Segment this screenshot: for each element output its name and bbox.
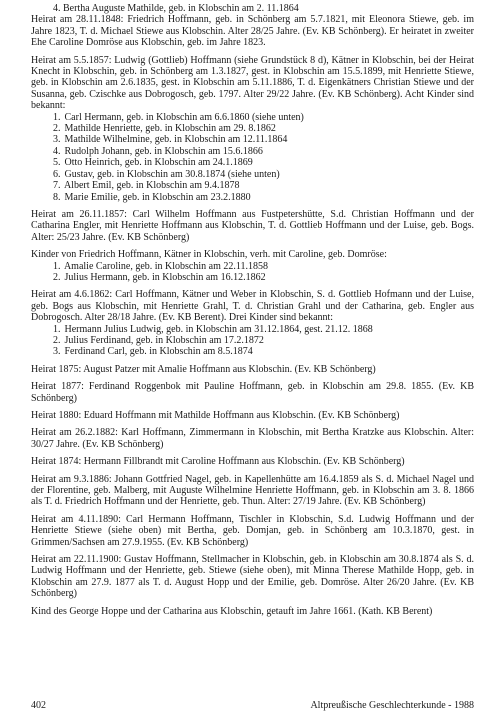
children-list — [31, 261, 474, 284]
child-item: 5. Otto Heinrich, geb. in Klobschin am 24.1.1869 — [53, 157, 253, 169]
entry-paragraph: Heirat am 22.11.1900: Gustav Hoffmann, Stellmacher in Klobschin, geb. in Klobschin am 30.8.1874 als S. d. Ludwig Hoffmann und der Henriette, geb. Stiewe (siehe oben), mit Minna Therese Mathilde Hopp, geb. in Klobschin am 27.9. 1877 als T. d. August Hopp und der Emilie, geb. Domröse. Alter 26/20 Jahre. (Ev. KB Schönberg) — [31, 554, 474, 600]
entry-paragraph: Kinder von Friedrich Hoffmann, Kätner in Klobschin, verh. mit Caroline, geb. Domröse: — [31, 249, 387, 261]
entry-paragraph: Heirat am 26.11.1857: Carl Wilhelm Hoffmann aus Fustpetershütte, S.d. Christian Hoffmann und der Catharina Engler, mit Henriette Hoffmann aus Klobschin, T. d. Gottlieb Hoffmann und der Luise, geb. Bogs. Alter: 25/23 Jahre. (Ev. KB Schönberg) — [31, 208, 474, 243]
child-item: 7. Albert Emil, geb. in Klobschin am 9.4.1878 — [53, 180, 240, 192]
entry-paragraph: Heirat am 4.11.1890: Carl Hermann Hoffmann, Tischler in Klobschin, S.d. Ludwig Hoffmann und der Henriette Stiewe (siehe oben) mit Bertha, geb. Domjan, geb. in Schönberg am 10.3.1870, gest. in Grimmen/Sachsen am 27.9.1955. (Ev. KB Schönberg) — [31, 513, 474, 548]
child-item: 1. Hermann Julius Ludwig, geb. in Klobschin am 31.12.1864, gest. 21.12. 1868 — [53, 323, 373, 335]
entry-paragraph: Heirat am 26.2.1882: Karl Hoffmann, Zimmermann in Klobschin, mit Bertha Kratzke aus Klobschin. Alter: 30/27 Jahre. (Ev. KB Schönberg) — [31, 427, 474, 450]
continuation-list-item: 4. Bertha Auguste Mathilde, geb. in Klobschin am 2. 11.1864 — [53, 3, 299, 14]
journal-title: Altpreußische Geschlechterkunde - 1988 — [310, 700, 474, 711]
entry-paragraph: Heirat am 28.11.1848: Friedrich Hoffmann, geb. in Schönberg am 5.7.1821, mit Eleonora Stiewe, geb. im Jahre 1823, T. d. Michael Stiewe aus Klobschin. Alter 28/25 Jahre. (Ev. KB Schönberg). Er heiratet in zweiter Ehe Caroline Domröse aus Klobschin, geb. im Jahre 1823. — [31, 14, 474, 49]
child-item: 3. Ferdinand Carl, geb. in Klobschin am 8.5.1874 — [53, 346, 253, 358]
entry-paragraph: Heirat 1874: Hermann Fillbrandt mit Caroline Hoffmann aus Klobschin. (Ev. KB Schönberg) — [31, 456, 405, 468]
entry-paragraph: Kind des George Hoppe und der Catharina aus Klobschin, getauft im Jahre 1661. (Kath. KB Berent) — [31, 605, 433, 617]
entry-paragraph: Heirat 1875: August Patzer mit Amalie Hoffmann aus Klobschin. (Ev. KB Schönberg) — [31, 363, 376, 375]
entry-paragraph: Heirat am 5.5.1857: Ludwig (Gottlieb) Hoffmann (siehe Grundstück 8 d), Kätner in Klobschin, bei der Heirat Knecht in Klobschin, geb. in Schönberg am 1.3.1827, gest. in Klobschin am 15.5.1899, mit Henriette Stiewe, geb. in Klobschin am 2.6.1835, gest. in Klobschin am 5.11.1886, T. d. Eigenkätners Christian Stiewe und der Susanna, geb. Czischke aus Dobrogosch, geb. 1797. Alter 29/22 Jahre. (Ev. KB Schönberg). Acht Kinder sind bekannt: — [31, 54, 474, 112]
entry-paragraph: Heirat 1880: Eduard Hoffmann mit Mathilde Hoffmann aus Klobschin. (Ev. KB Schönberg) — [31, 410, 400, 421]
entry-paragraph: Heirat am 9.3.1886: Johann Gottfried Nagel, geb. in Kapellenhütte am 16.4.1859 als S. d. Michael Nagel und der Florentine, geb. Malberg, mit Auguste Wilhelmine Henriette Hoffmann, geb. in Klobschin am 3. 8. 1866 als T. d. Friedrich Hoffmann und der Henriette, geb. Thun. Alter: 27/19 Jahre. (Ev. KB Schönberg) — [31, 473, 474, 508]
child-item: 8. Marie Emilie, geb. in Klobschin am 23.2.1880 — [53, 191, 251, 203]
child-item: 2. Julius Ferdinand, geb. in Klobschin am 17.2.1872 — [53, 334, 264, 346]
document-body — [31, 14, 474, 617]
child-item: 2. Mathilde Henriette, geb. in Klobschin am 29. 8.1862 — [53, 123, 276, 135]
child-item: 1. Carl Hermann, geb. in Klobschin am 6.6.1860 (siehe unten) — [53, 111, 304, 123]
child-item: 2. Julius Hermann, geb. in Klobschin am 16.12.1862 — [53, 271, 266, 283]
entry-paragraph: Heirat am 4.6.1862: Carl Hoffmann, Kätner und Weber in Klobschin, S. d. Gottlieb Hofmann und der Luise, geb. Bogs aus Klobschin, mit Henriette Grahl, T. d. Christian Grahl und der Catharina, geb. Engler aus Dobrogosch. Alter 28/18 Jahre. (Ev. KB Berent). Drei Kinder sind bekannt: — [31, 289, 474, 324]
entry-paragraph: Heirat 1877: Ferdinand Roggenbok mit Pauline Hoffmann, geb. in Klobschin am 29.8. 1855. (Ev. KB Schönberg) — [31, 381, 474, 404]
children-list — [31, 112, 474, 203]
child-item: 6. Gustav, geb. in Klobschin am 30.8.1874 (siehe unten) — [53, 168, 280, 180]
children-list — [31, 324, 474, 358]
child-item: 1. Amalie Caroline, geb. in Klobschin am 22.11.1858 — [53, 260, 268, 272]
child-item: 4. Rudolph Johann, geb. in Klobschin am 15.6.1866 — [53, 145, 263, 157]
page-number: 402 — [31, 700, 46, 711]
child-item: 3. Mathilde Wilhelmine, geb. in Klobschin am 12.11.1864 — [53, 134, 288, 146]
